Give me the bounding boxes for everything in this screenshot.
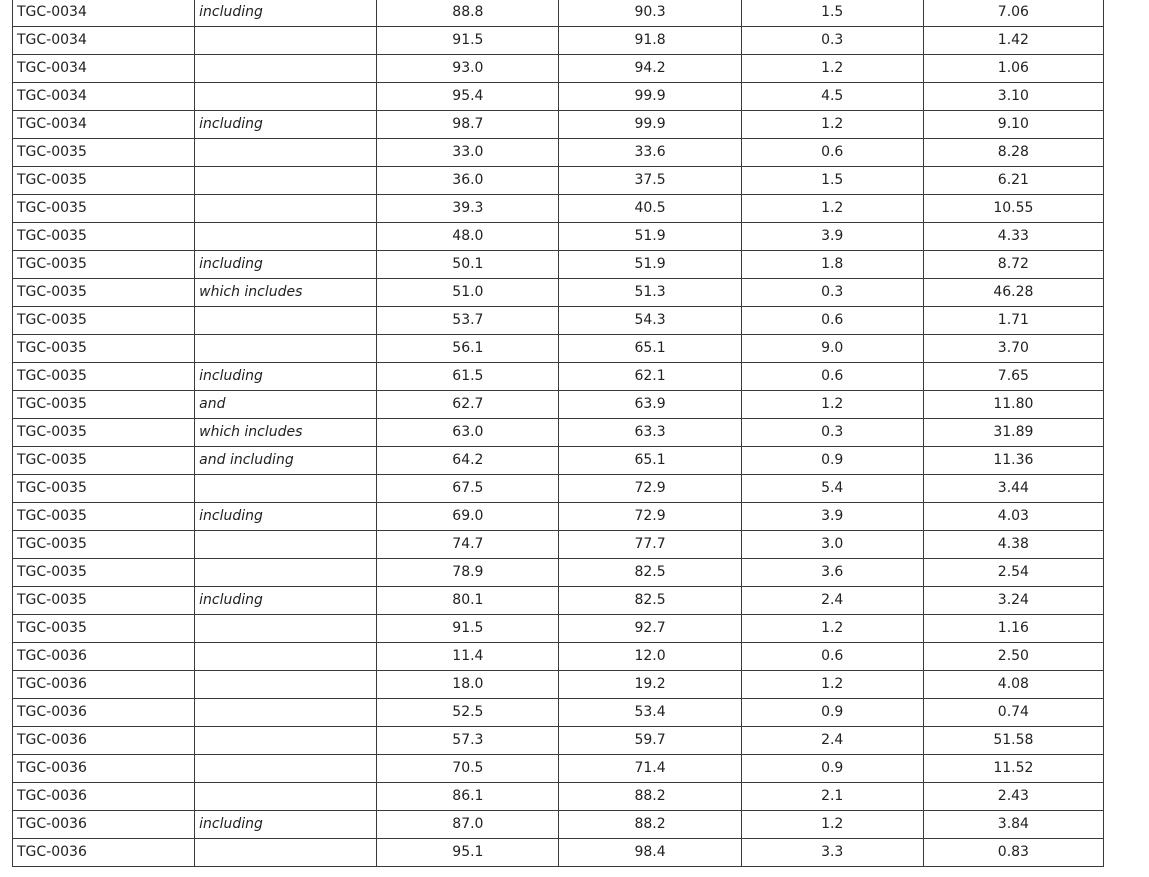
from-cell: 70.5 <box>377 755 559 783</box>
table-row <box>13 559 1104 587</box>
table-row <box>13 447 1104 475</box>
to-cell: 99.9 <box>559 111 741 139</box>
interval-cell: 1.2 <box>741 111 923 139</box>
interval-cell: 3.9 <box>741 503 923 531</box>
table-row <box>13 251 1104 279</box>
interval-cell: 0.9 <box>741 447 923 475</box>
to-cell: 19.2 <box>559 671 741 699</box>
table-row <box>13 531 1104 559</box>
interval-cell: 0.3 <box>741 279 923 307</box>
table-row <box>13 671 1104 699</box>
value-cell: 46.28 <box>923 279 1103 307</box>
to-cell: 88.2 <box>559 783 741 811</box>
hole-id-cell: TGC-0035 <box>13 167 195 195</box>
interval-cell: 3.6 <box>741 559 923 587</box>
interval-cell: 0.6 <box>741 139 923 167</box>
hole-id-cell: TGC-0034 <box>13 83 195 111</box>
to-cell: 72.9 <box>559 503 741 531</box>
qualifier-cell <box>195 643 377 671</box>
qualifier-cell <box>195 839 377 867</box>
hole-id-cell: TGC-0035 <box>13 279 195 307</box>
qualifier-cell: including <box>195 0 377 27</box>
qualifier-cell: including <box>195 111 377 139</box>
to-cell: 71.4 <box>559 755 741 783</box>
qualifier-cell <box>195 223 377 251</box>
interval-cell: 2.4 <box>741 727 923 755</box>
to-cell: 65.1 <box>559 335 741 363</box>
results-table-container <box>12 0 1104 867</box>
qualifier-cell <box>195 307 377 335</box>
hole-id-cell: TGC-0036 <box>13 811 195 839</box>
from-cell: 95.1 <box>377 839 559 867</box>
from-cell: 36.0 <box>377 167 559 195</box>
value-cell: 4.08 <box>923 671 1103 699</box>
value-cell: 51.58 <box>923 727 1103 755</box>
hole-id-cell: TGC-0036 <box>13 643 195 671</box>
qualifier-cell <box>195 755 377 783</box>
interval-cell: 0.6 <box>741 363 923 391</box>
from-cell: 56.1 <box>377 335 559 363</box>
hole-id-cell: TGC-0035 <box>13 531 195 559</box>
from-cell: 48.0 <box>377 223 559 251</box>
table-row <box>13 755 1104 783</box>
to-cell: 59.7 <box>559 727 741 755</box>
from-cell: 74.7 <box>377 531 559 559</box>
results-table-body <box>13 0 1104 867</box>
hole-id-cell: TGC-0035 <box>13 615 195 643</box>
interval-cell: 4.5 <box>741 83 923 111</box>
hole-id-cell: TGC-0034 <box>13 111 195 139</box>
from-cell: 39.3 <box>377 195 559 223</box>
from-cell: 57.3 <box>377 727 559 755</box>
interval-cell: 1.5 <box>741 0 923 27</box>
table-row <box>13 83 1104 111</box>
to-cell: 98.4 <box>559 839 741 867</box>
value-cell: 7.65 <box>923 363 1103 391</box>
to-cell: 82.5 <box>559 587 741 615</box>
to-cell: 63.9 <box>559 391 741 419</box>
interval-cell: 1.2 <box>741 615 923 643</box>
table-row <box>13 503 1104 531</box>
value-cell: 0.83 <box>923 839 1103 867</box>
to-cell: 94.2 <box>559 55 741 83</box>
to-cell: 65.1 <box>559 447 741 475</box>
interval-cell: 1.8 <box>741 251 923 279</box>
table-row <box>13 0 1104 27</box>
value-cell: 4.03 <box>923 503 1103 531</box>
hole-id-cell: TGC-0035 <box>13 363 195 391</box>
table-row <box>13 307 1104 335</box>
qualifier-cell <box>195 83 377 111</box>
to-cell: 90.3 <box>559 0 741 27</box>
to-cell: 51.9 <box>559 223 741 251</box>
value-cell: 4.33 <box>923 223 1103 251</box>
hole-id-cell: TGC-0034 <box>13 55 195 83</box>
from-cell: 11.4 <box>377 643 559 671</box>
qualifier-cell <box>195 783 377 811</box>
value-cell: 2.50 <box>923 643 1103 671</box>
interval-cell: 0.6 <box>741 307 923 335</box>
interval-cell: 5.4 <box>741 475 923 503</box>
hole-id-cell: TGC-0036 <box>13 671 195 699</box>
from-cell: 62.7 <box>377 391 559 419</box>
qualifier-cell <box>195 531 377 559</box>
to-cell: 92.7 <box>559 615 741 643</box>
table-row <box>13 27 1104 55</box>
to-cell: 51.3 <box>559 279 741 307</box>
hole-id-cell: TGC-0036 <box>13 783 195 811</box>
qualifier-cell <box>195 559 377 587</box>
hole-id-cell: TGC-0034 <box>13 27 195 55</box>
to-cell: 63.3 <box>559 419 741 447</box>
table-row <box>13 111 1104 139</box>
qualifier-cell <box>195 699 377 727</box>
from-cell: 51.0 <box>377 279 559 307</box>
interval-cell: 9.0 <box>741 335 923 363</box>
table-row <box>13 139 1104 167</box>
value-cell: 2.43 <box>923 783 1103 811</box>
qualifier-cell: including <box>195 363 377 391</box>
from-cell: 88.8 <box>377 0 559 27</box>
value-cell: 2.54 <box>923 559 1103 587</box>
table-row <box>13 783 1104 811</box>
qualifier-cell: including <box>195 811 377 839</box>
value-cell: 4.38 <box>923 531 1103 559</box>
to-cell: 82.5 <box>559 559 741 587</box>
hole-id-cell: TGC-0035 <box>13 251 195 279</box>
interval-cell: 0.9 <box>741 699 923 727</box>
to-cell: 54.3 <box>559 307 741 335</box>
qualifier-cell <box>195 167 377 195</box>
value-cell: 7.06 <box>923 0 1103 27</box>
value-cell: 8.72 <box>923 251 1103 279</box>
to-cell: 88.2 <box>559 811 741 839</box>
qualifier-cell: including <box>195 503 377 531</box>
qualifier-cell: including <box>195 587 377 615</box>
interval-cell: 1.2 <box>741 195 923 223</box>
hole-id-cell: TGC-0036 <box>13 839 195 867</box>
hole-id-cell: TGC-0035 <box>13 587 195 615</box>
hole-id-cell: TGC-0035 <box>13 139 195 167</box>
interval-cell: 1.2 <box>741 671 923 699</box>
hole-id-cell: TGC-0035 <box>13 195 195 223</box>
hole-id-cell: TGC-0036 <box>13 755 195 783</box>
hole-id-cell: TGC-0035 <box>13 223 195 251</box>
to-cell: 51.9 <box>559 251 741 279</box>
table-row <box>13 223 1104 251</box>
table-row <box>13 195 1104 223</box>
from-cell: 18.0 <box>377 671 559 699</box>
hole-id-cell: TGC-0035 <box>13 307 195 335</box>
table-row <box>13 167 1104 195</box>
to-cell: 37.5 <box>559 167 741 195</box>
to-cell: 12.0 <box>559 643 741 671</box>
qualifier-cell: including <box>195 251 377 279</box>
table-row <box>13 475 1104 503</box>
from-cell: 78.9 <box>377 559 559 587</box>
value-cell: 10.55 <box>923 195 1103 223</box>
from-cell: 52.5 <box>377 699 559 727</box>
table-row <box>13 727 1104 755</box>
value-cell: 1.71 <box>923 307 1103 335</box>
from-cell: 80.1 <box>377 587 559 615</box>
qualifier-cell <box>195 727 377 755</box>
interval-cell: 1.2 <box>741 391 923 419</box>
table-row <box>13 419 1104 447</box>
from-cell: 69.0 <box>377 503 559 531</box>
to-cell: 62.1 <box>559 363 741 391</box>
hole-id-cell: TGC-0035 <box>13 419 195 447</box>
table-row <box>13 643 1104 671</box>
interval-cell: 1.2 <box>741 55 923 83</box>
interval-cell: 0.9 <box>741 755 923 783</box>
from-cell: 93.0 <box>377 55 559 83</box>
qualifier-cell: which includes <box>195 419 377 447</box>
value-cell: 11.52 <box>923 755 1103 783</box>
qualifier-cell: and including <box>195 447 377 475</box>
qualifier-cell <box>195 615 377 643</box>
value-cell: 3.84 <box>923 811 1103 839</box>
hole-id-cell: TGC-0036 <box>13 699 195 727</box>
qualifier-cell <box>195 671 377 699</box>
from-cell: 50.1 <box>377 251 559 279</box>
interval-cell: 1.5 <box>741 167 923 195</box>
table-row <box>13 615 1104 643</box>
to-cell: 40.5 <box>559 195 741 223</box>
hole-id-cell: TGC-0035 <box>13 391 195 419</box>
from-cell: 91.5 <box>377 615 559 643</box>
qualifier-cell <box>195 335 377 363</box>
from-cell: 91.5 <box>377 27 559 55</box>
drill-results-table <box>12 0 1104 867</box>
table-row <box>13 699 1104 727</box>
table-row <box>13 363 1104 391</box>
value-cell: 11.80 <box>923 391 1103 419</box>
value-cell: 3.70 <box>923 335 1103 363</box>
value-cell: 8.28 <box>923 139 1103 167</box>
to-cell: 77.7 <box>559 531 741 559</box>
table-row <box>13 587 1104 615</box>
hole-id-cell: TGC-0035 <box>13 475 195 503</box>
value-cell: 1.16 <box>923 615 1103 643</box>
from-cell: 67.5 <box>377 475 559 503</box>
qualifier-cell: and <box>195 391 377 419</box>
table-row <box>13 839 1104 867</box>
interval-cell: 0.3 <box>741 419 923 447</box>
from-cell: 95.4 <box>377 83 559 111</box>
qualifier-cell <box>195 475 377 503</box>
to-cell: 99.9 <box>559 83 741 111</box>
value-cell: 3.44 <box>923 475 1103 503</box>
interval-cell: 3.9 <box>741 223 923 251</box>
qualifier-cell: which includes <box>195 279 377 307</box>
from-cell: 33.0 <box>377 139 559 167</box>
value-cell: 31.89 <box>923 419 1103 447</box>
hole-id-cell: TGC-0035 <box>13 335 195 363</box>
hole-id-cell: TGC-0035 <box>13 503 195 531</box>
table-row <box>13 811 1104 839</box>
table-row <box>13 55 1104 83</box>
interval-cell: 0.6 <box>741 643 923 671</box>
to-cell: 53.4 <box>559 699 741 727</box>
interval-cell: 3.0 <box>741 531 923 559</box>
value-cell: 1.06 <box>923 55 1103 83</box>
value-cell: 1.42 <box>923 27 1103 55</box>
to-cell: 72.9 <box>559 475 741 503</box>
value-cell: 9.10 <box>923 111 1103 139</box>
qualifier-cell <box>195 195 377 223</box>
hole-id-cell: TGC-0035 <box>13 559 195 587</box>
from-cell: 63.0 <box>377 419 559 447</box>
from-cell: 53.7 <box>377 307 559 335</box>
hole-id-cell: TGC-0034 <box>13 0 195 27</box>
from-cell: 61.5 <box>377 363 559 391</box>
interval-cell: 3.3 <box>741 839 923 867</box>
value-cell: 6.21 <box>923 167 1103 195</box>
from-cell: 64.2 <box>377 447 559 475</box>
from-cell: 87.0 <box>377 811 559 839</box>
from-cell: 98.7 <box>377 111 559 139</box>
table-row <box>13 391 1104 419</box>
value-cell: 3.24 <box>923 587 1103 615</box>
interval-cell: 2.1 <box>741 783 923 811</box>
hole-id-cell: TGC-0035 <box>13 447 195 475</box>
qualifier-cell <box>195 27 377 55</box>
interval-cell: 2.4 <box>741 587 923 615</box>
to-cell: 91.8 <box>559 27 741 55</box>
value-cell: 0.74 <box>923 699 1103 727</box>
from-cell: 86.1 <box>377 783 559 811</box>
table-row <box>13 335 1104 363</box>
table-row <box>13 279 1104 307</box>
value-cell: 11.36 <box>923 447 1103 475</box>
value-cell: 3.10 <box>923 83 1103 111</box>
interval-cell: 0.3 <box>741 27 923 55</box>
hole-id-cell: TGC-0036 <box>13 727 195 755</box>
qualifier-cell <box>195 139 377 167</box>
qualifier-cell <box>195 55 377 83</box>
interval-cell: 1.2 <box>741 811 923 839</box>
to-cell: 33.6 <box>559 139 741 167</box>
